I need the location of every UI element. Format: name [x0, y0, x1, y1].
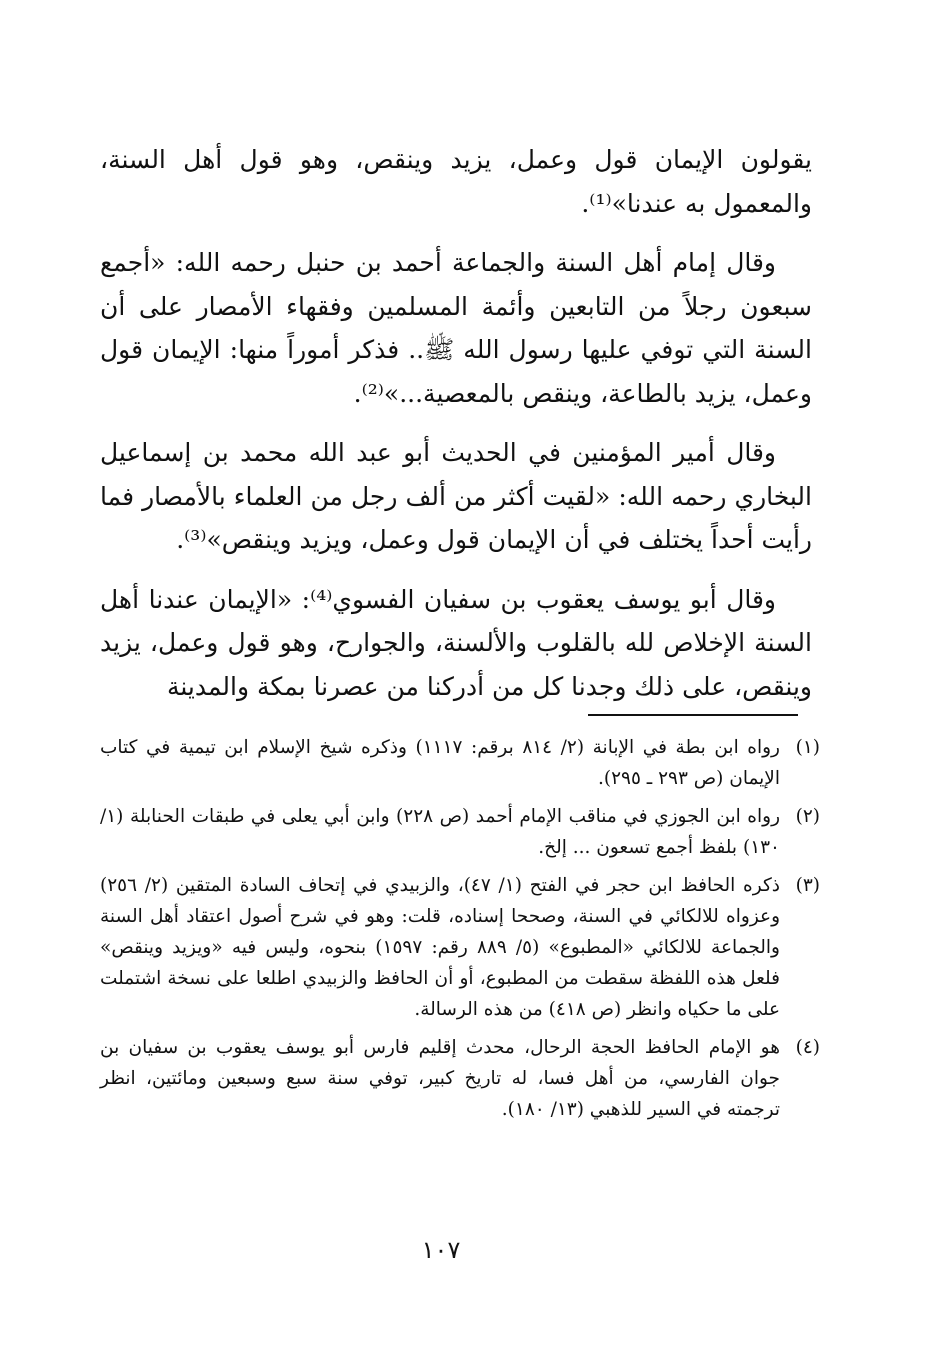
footnote-number: (٤): [795, 1037, 820, 1058]
main-text-body: [100, 138, 812, 708]
footnote-number: (٣): [795, 875, 820, 896]
footnote-text: هو الإمام الحافظ الحجة الرحال، محدث إقليم فارس أبو يوسف يعقوب بن سفيان بن جوان الفارسي، من أهل فسا، له تاريخ كبير، توفي سنة سبع وسبعين ومائتين، انظر ترجمته في السير للذهبي (١٣/ ١٨٠).: [100, 1037, 780, 1120]
paragraph-3: وقال أمير المؤمنين في الحديث أبو عبد الله محمد بن إسماعيل البخاري رحمه الله: «لقيت أكثر من ألف رجل من العلماء بالأمصار فما رأيت أحداً يختلف في أن الإيمان قول وعمل، ويزيد وينقص»⁽³⁾.: [100, 438, 812, 554]
footnote-3: [100, 870, 820, 1025]
footnote-2: [100, 801, 820, 863]
paragraph-2: وقال إمام أهل السنة والجماعة أحمد بن حنبل رحمه الله: «أجمع سبعون رجلاً من التابعين وأئمة المسلمين وفقهاء الأمصار على أن السنة التي توفي عليها رسول الله ﷺ.. فذكر أموراً منها: الإيمان قول وعمل، يزيد بالطاعة، وينقص بالمعصية...»⁽²⁾.: [100, 248, 812, 408]
footnotes: [100, 732, 820, 1132]
footnote-number: (٢): [795, 806, 820, 827]
paragraph-4: وقال أبو يوسف يعقوب بن سفيان الفسوي⁽⁴⁾: «الإيمان عندنا أهل السنة الإخلاص لله بالقلوب والألسنة، والجوارح، وهو قول وعمل، يزيد وينقص، على ذلك وجدنا كل من أدركنا من عصرنا بمكة والمدينة: [100, 584, 812, 701]
footnote-text: ذكره الحافظ ابن حجر في الفتح (١/ ٤٧)، والزبيدي في إتحاف السادة المتقين (٢/ ٢٥٦) وعزواه للالكائي في السنة، وصححا إسناده، قلت: وهو في شرح أصول اعتقاد أهل السنة والجماعة للالكائي «المطبوع» (٥/ ٨٨٩ رقم: ١٥٩٧) بنحوه، وليس فيه «ويزيد وينقص» فلعل هذه اللفظة سقطت من المطبوع، أو أن الحافظ والزبيدي اطلعا على نسخة اشتملت على ما حكياه وانظر (ص ٤١٨) من هذه الرسالة.: [100, 875, 780, 1020]
footnote-number: (١): [795, 737, 820, 758]
footnote-text: رواه ابن الجوزي في مناقب الإمام أحمد (ص ٢٢٨) وابن أبي يعلى في طبقات الحنابلة (١/ ١٣٠) بلفظ أجمع تسعون ... إلخ.: [100, 806, 780, 858]
footnote-1: [100, 732, 820, 794]
paragraph-1: يقولون الإيمان قول وعمل، يزيد وينقص، وهو قول أهل السنة، والمعمول به عندنا»⁽¹⁾.: [100, 145, 812, 218]
footnote-text: رواه ابن بطة في الإبانة (٢/ ٨١٤ برقم: ١١١٧) وذكره شيخ الإسلام ابن تيمية في كتاب الإيمان (ص ٢٩٣ ـ ٢٩٥).: [100, 737, 780, 789]
footnote-4: [100, 1032, 820, 1125]
page-number: ١٠٧: [421, 1236, 461, 1264]
footnote-separator: [588, 714, 798, 716]
